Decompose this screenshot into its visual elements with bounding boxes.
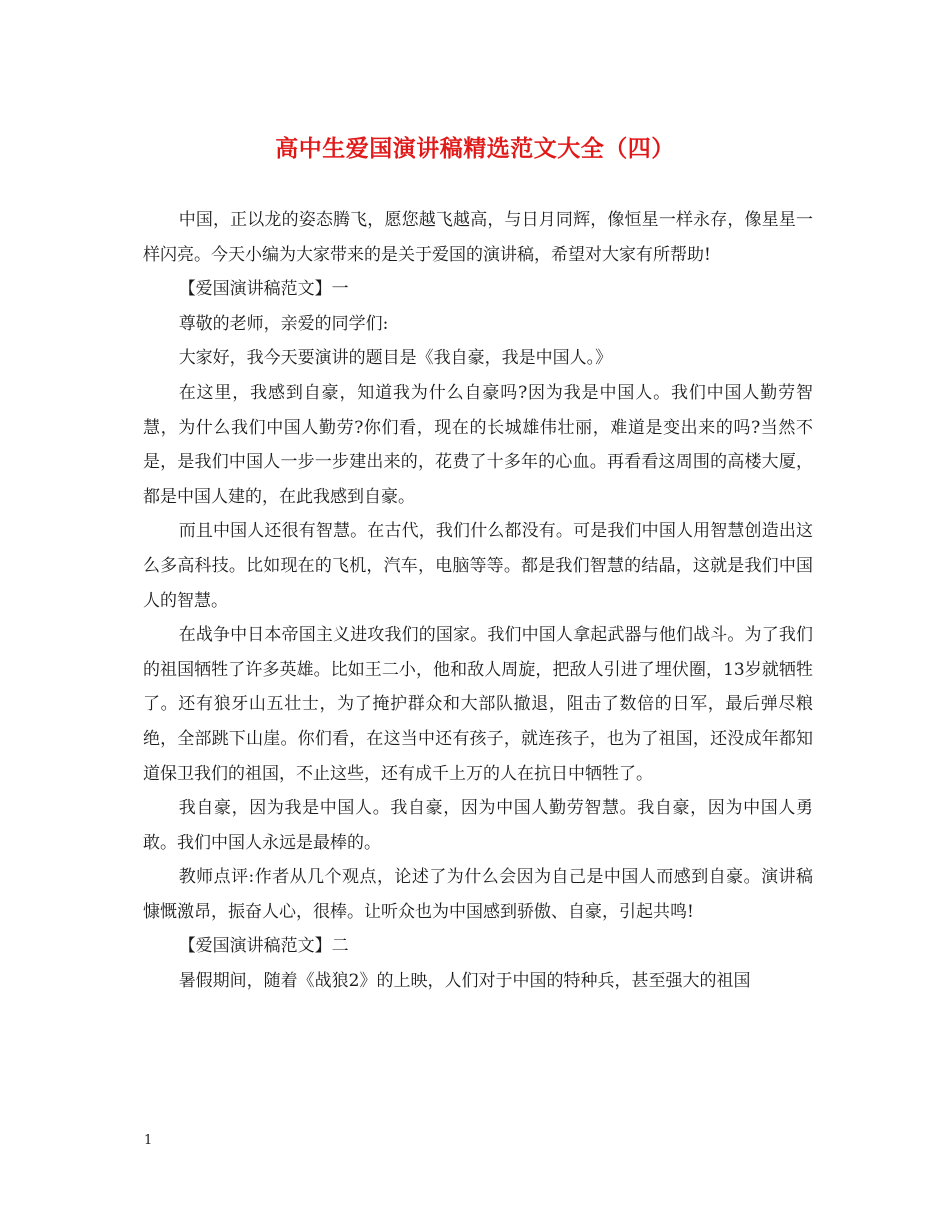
paragraph-diligence: 在这里，我感到自豪，知道我为什么自豪吗?因为我是中国人。我们中国人勤劳智慧，为什么我们中国人勤劳?你们看，现在的长城雄伟壮丽，难道是变出来的吗?当然不是，是我们中国人一步一步建出来的，花费了十多年的心血。再看看这周围的高楼大厦，都是中国人建的，在此我感到自豪。 bbox=[143, 382, 813, 507]
paragraph-conclusion: 我自豪，因为我是中国人。我自豪，因为中国人勤劳智慧。我自豪，因为中国人勇敢。我们中国人永远是最棒的。 bbox=[143, 798, 813, 853]
document-title: 高中生爱国演讲稿精选范文大全（四） bbox=[275, 135, 675, 162]
paragraph-summer: 暑假期间，随着《战狼2》的上映，人们对于中国的特种兵，甚至强大的祖国 bbox=[178, 971, 751, 992]
section-heading-two: 【爱国演讲稿范文】二 bbox=[178, 936, 349, 957]
paragraph-teacher-comment: 教师点评:作者从几个观点，论述了为什么会因为自己是中国人而感到自豪。演讲稿慷慨激昂，振奋人心，很棒。让听众也为中国感到骄傲、自豪，引起共鸣! bbox=[143, 867, 813, 922]
page-number: 1 bbox=[144, 1133, 153, 1148]
section-heading-one: 【爱国演讲稿范文】一 bbox=[178, 279, 349, 300]
paragraph-intro: 中国，正以龙的姿态腾飞，愿您越飞越高，与日月同辉，像恒星一样永存，像星星一样闪亮。今天小编为大家带来的是关于爱国的演讲稿，希望对大家有所帮助! bbox=[143, 210, 813, 265]
paragraph-war-heroes: 在战争中日本帝国主义进攻我们的国家。我们中国人拿起武器与他们战斗。为了我们的祖国牺牲了许多英雄。比如王二小，他和敌人周旋，把敌人引进了埋伏圈，13岁就牺牲了。还有狼牙山五壮士，为了掩护群众和大部队撤退，阻击了数倍的日军，最后弹尽粮绝，全部跳下山崖。你们看，在这当中还有孩子，就连孩子，也为了祖国，还没成年都知道保卫我们的祖国，不止这些，还有成千上万的人在抗日中牺牲了。 bbox=[143, 625, 813, 784]
paragraph-topic: 大家好，我今天要演讲的题目是《我自豪，我是中国人。》 bbox=[178, 348, 613, 369]
paragraph-wisdom: 而且中国人还很有智慧。在古代，我们什么都没有。可是我们中国人用智慧创造出这么多高科技。比如现在的飞机，汽车，电脑等等。都是我们智慧的结晶，这就是我们中国人的智慧。 bbox=[143, 521, 813, 611]
document-body bbox=[143, 203, 813, 999]
paragraph-greeting: 尊敬的老师，亲爱的同学们: bbox=[178, 313, 389, 334]
